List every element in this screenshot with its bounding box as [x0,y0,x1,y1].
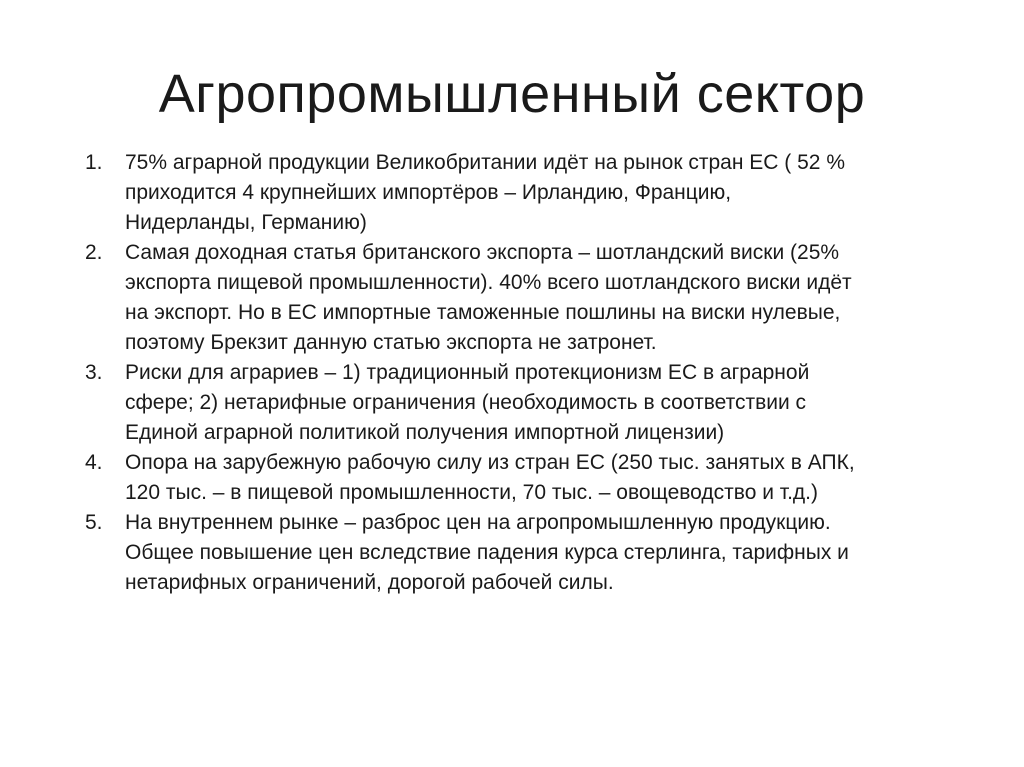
list-item-number: 4. [85,451,103,474]
list-item [85,358,955,448]
list-item-text: 75% аграрной продукции Великобритании идёт на рынок стран ЕС ( 52 % приходится 4 крупнейших импортёров – Ирландию, Францию, Нидерланды, Германию) [125,151,845,234]
list-item-text: Самая доходная статья британского экспорта – шотландский виски (25% экспорта пищевой промышленности). 40% всего шотландского виски идёт на экспорт. Но в ЕС импортные таможенные пошлины на виски нулевые, поэтому Брекзит данную статью экспорта не затронет. [125,241,852,354]
slide-title: Агропромышленный сектор [158,64,866,124]
list-item-text: Риски для аграриев – 1) традиционный протекционизм ЕС в аграрной сфере; 2) нетарифные ограничения (необходимость в соответствии с Единой аграрной политикой получения импортной лицензии) [125,361,810,444]
list-item [85,448,955,508]
list-item-number: 2. [85,241,103,264]
list-item-number: 1. [85,151,103,174]
list-item [85,508,955,598]
list-item-number: 3. [85,361,103,384]
numbered-list [85,148,955,598]
list-item-number: 5. [85,511,103,534]
list-item [85,238,955,358]
list-item-text: Опора на зарубежную рабочую силу из стран ЕС (250 тыс. занятых в АПК, 120 тыс. – в пищевой промышленности, 70 тыс. – овощеводство и т.д.) [125,451,855,504]
list-item [85,148,955,238]
list-item-text: На внутреннем рынке – разброс цен на агропромышленную продукцию. Общее повышение цен вследствие падения курса стерлинга, тарифных и нетарифных ограничений, дорогой рабочей силы. [125,511,849,594]
